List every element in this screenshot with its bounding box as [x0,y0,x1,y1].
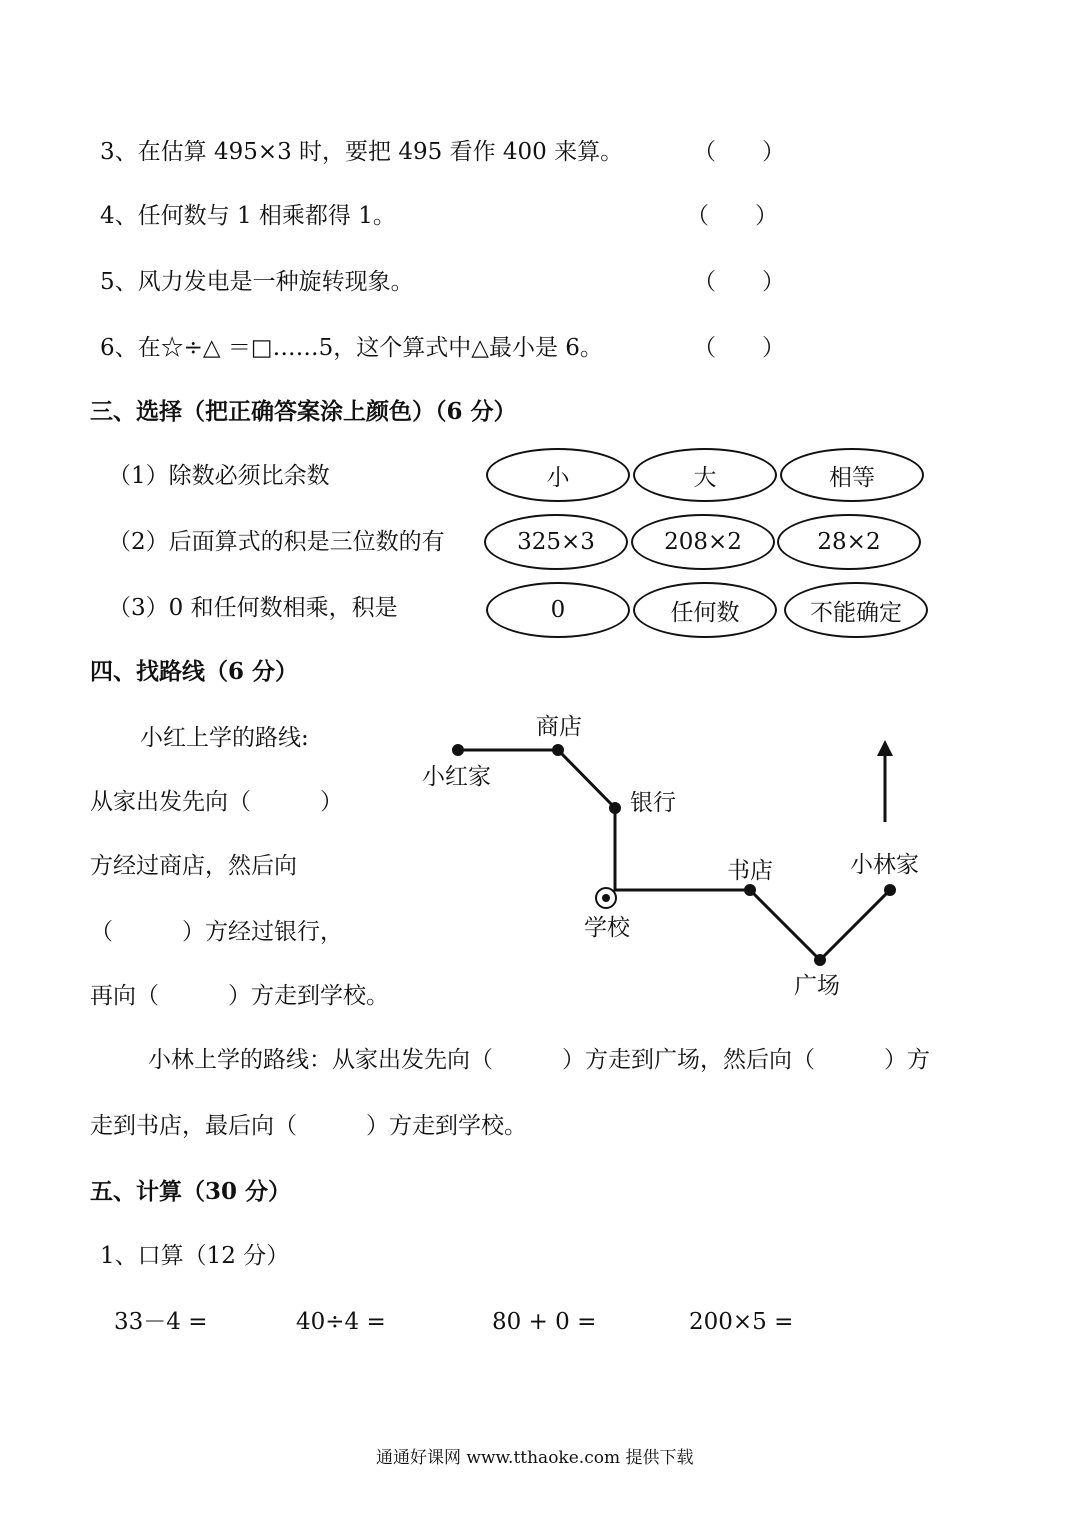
choice-q3-option-1[interactable]: 0 [486,582,630,638]
node-shop [552,744,564,756]
choice-q2-prompt: （2）后面算式的积是三位数的有 [108,529,445,555]
node-bookstore [744,884,756,896]
node-square [814,954,826,966]
judge-item-6: 6、在☆÷△ ＝□……5，这个算式中△最小是 6。 [100,335,603,361]
judge-answer-3[interactable]: （ ） [693,139,785,165]
xiaolin-route-line-1: 小林上学的路线：从家出发先向（ ）方走到广场，然后向（ ）方 [148,1047,930,1073]
xiaohong-route-line-5: 再向（ ）方走到学校。 [90,983,389,1009]
xiaohong-route-line-2: 从家出发先向（ ） [90,789,343,815]
choice-q3-prompt: （3）0 和任何数相乘，积是 [108,595,398,621]
section-3-heading: 三、选择（把正确答案涂上颜色）（6 分） [90,398,517,425]
calc-expression-2: 40÷4 = [296,1309,386,1335]
xiaohong-route-line-1: 小红上学的路线: [140,725,309,751]
choice-q1-option-2[interactable]: 大 [633,448,777,502]
north-arrow-icon [877,740,893,822]
judge-answer-4[interactable]: （ ） [686,203,778,229]
choice-q2-option-1[interactable]: 325×3 [484,514,628,570]
map-label-shop: 商店 [536,714,582,740]
choice-q1-option-1[interactable]: 小 [486,448,630,502]
judge-answer-6[interactable]: （ ） [693,335,785,361]
node-xiaolin-home [884,884,896,896]
calc-expression-1: 33－4 = [114,1309,208,1335]
choice-q1-prompt: （1）除数必须比余数 [108,463,330,489]
map-label-school: 学校 [584,915,630,941]
calc-expression-4: 200×5 = [689,1309,794,1335]
map-label-xiaohong-home: 小红家 [422,764,491,790]
section-5-heading: 五、计算（30 分） [90,1178,292,1205]
map-label-bookstore: 书店 [727,858,773,884]
judge-item-4: 4、任何数与 1 相乘都得 1。 [100,203,396,229]
calc-expression-3: 80 + 0 = [492,1309,597,1335]
calc-sub-heading: 1、口算（12 分） [100,1243,290,1269]
judge-answer-5[interactable]: （ ） [693,269,785,295]
judge-item-5: 5、风力发电是一种旋转现象。 [100,269,414,295]
choice-q3-option-3[interactable]: 不能确定 [784,582,928,638]
choice-q3-option-2[interactable]: 任何数 [633,582,777,638]
section-4-heading: 四、找路线（6 分） [90,658,299,685]
map-label-bank: 银行 [630,790,676,816]
map-label-square: 广场 [794,973,840,999]
map-label-xiaolin-home: 小林家 [850,852,919,878]
choice-q2-option-3[interactable]: 28×2 [777,514,921,570]
xiaohong-path [458,750,890,960]
node-bank [609,802,621,814]
xiaohong-route-line-4: （ ）方经过银行， [90,919,343,945]
xiaolin-route-line-2: 走到书店，最后向（ ）方走到学校。 [90,1113,527,1139]
node-school [596,888,616,908]
node-xiaohong-home [452,744,464,756]
choice-q2-option-2[interactable]: 208×2 [631,514,775,570]
xiaohong-route-line-3: 方经过商店，然后向 [90,853,297,879]
judge-item-3: 3、在估算 495×3 时，要把 495 看作 400 来算。 [100,139,624,165]
page-footer: 通通好课网 www.tthaoke.com 提供下载 [376,1448,694,1468]
choice-q1-option-3[interactable]: 相等 [780,448,924,502]
